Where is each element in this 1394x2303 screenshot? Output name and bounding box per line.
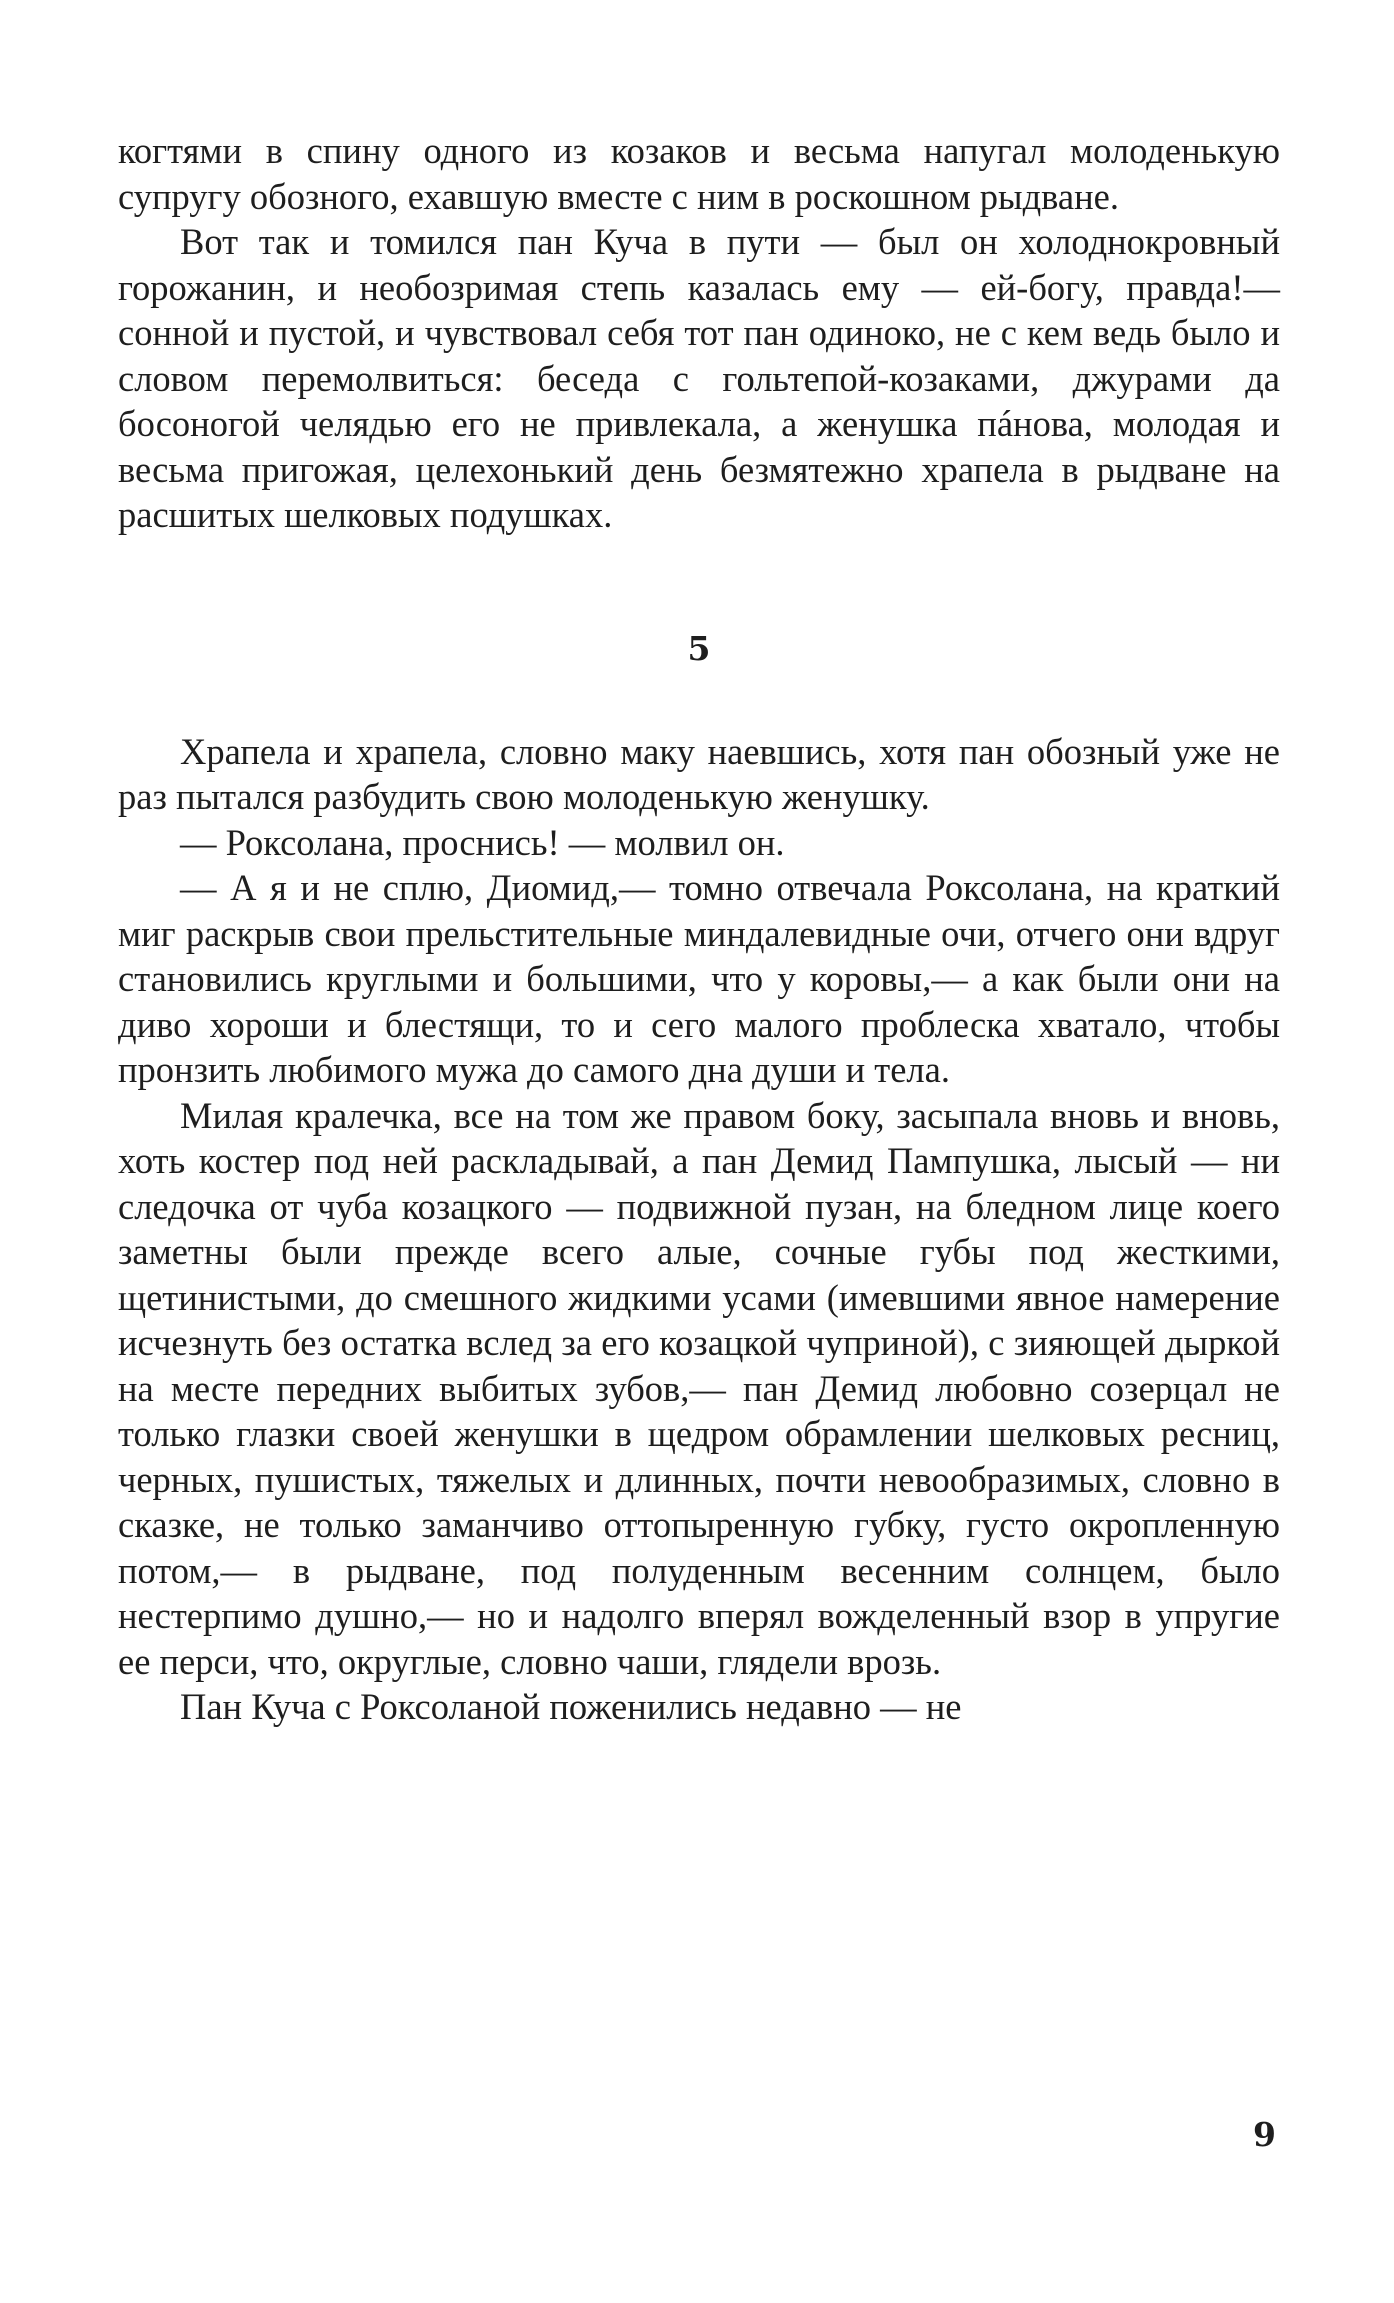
page-body bbox=[118, 128, 1280, 1730]
paragraph: Храпела и храпела, словно маку наевшись, хотя пан обозный уже не раз пытался разбудить свою молоденькую женушку. bbox=[118, 730, 1280, 817]
paragraph: Пан Куча с Роксоланой поженились недавно — не bbox=[180, 1686, 962, 1727]
paragraph: когтями в спину одного из козаков и весьма напугал молоденькую супругу обозного, ехавшую вместе с ним в роскошном рыдване. bbox=[118, 130, 1280, 217]
paragraph: — Роксолана, проснись! — молвил он. bbox=[180, 821, 785, 863]
paragraph: Милая кралечка, все на том же правом боку, засыпала вновь и вновь, хоть костер под ней раскладывай, а пан Демид Пампушка, лысый — ни следочка от чуба козацкого — подвижной пузан, на бледном лице коего заметны были прежде всего алые, сочные губы под жесткими, щетинистыми, до смешного жидкими усами (имевшими явное намерение исчезнуть без остатка вслед за его козацкой чуприной), с зияющей дыркой на месте передних выбитых зубов,— пан Демид любовно созерцал не только глазки своей женушки в щедром обрамлении шелковых ресниц, черных, пушистых, тяжелых и длинных, почти невообразимых, словно в сказке, не только заманчиво оттопыренную губку, густо окропленную потом,— в рыдване, под полуденным весенним солнцем, было нестерпимо душно,— но и надолго вперял вожделенный взор в упругие ее перси, что, округлые, словно чаши, глядели врозь. bbox=[118, 1094, 1280, 1682]
paragraph: — А я и не сплю, Диомид,— томно отвечала Роксолана, на краткий миг раскрыв свои прельстительные миндалевидные очи, отчего они вдруг становились круглыми и большими, что у коровы,— а как были они на диво хороши и блестящи, то и сего малого проблеска хватало, чтобы пронзить любимого мужа до самого дна души и тела. bbox=[118, 867, 1280, 1090]
paragraph: Вот так и томился пан Куча в пути — был он холоднокровный горожанин, и необозримая степь казалась ему — ей-богу, правда!— сонной и пустой, и чувствовал себя тот пан одиноко, не с кем ведь было и словом перемолвиться: беседа с гольтепой-козаками, джурами да босоногой челядью его не привлекала, а женушка пáнова, молодая и весьма пригожая, целехонький день безмятежно храпела в рыдване на расшитых шелковых подушках. bbox=[118, 221, 1280, 535]
section-number: 5 bbox=[687, 628, 711, 668]
page-number: 9 bbox=[1253, 2115, 1276, 2154]
